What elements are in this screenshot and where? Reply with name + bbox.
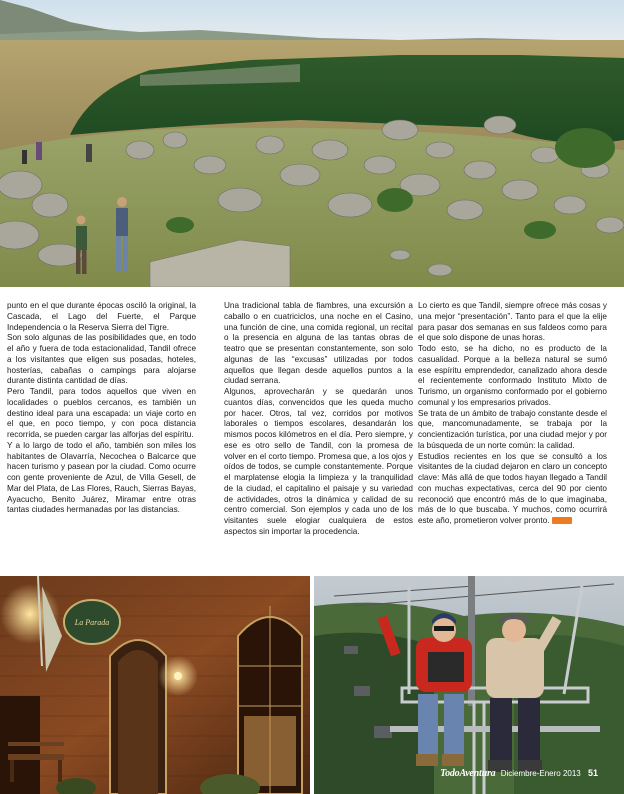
paragraph: Una tradicional tabla de fiambres, una excursión a caballo o en cuatriciclos, una noche en el Casino, una función de cine, una comida regional, un recital o la presencia en alguna de las tantas obras de teatro que se presentan constantemente, son solo algunas de las “excusas” utilizadas por todos aquellos que llegan desde aquellos puntos a la ciudad serrana. bbox=[224, 301, 413, 386]
page-footer bbox=[440, 768, 598, 779]
article-column-2 bbox=[224, 301, 413, 538]
paragraph-text: Estudios recientes en los que se consultó a los visitantes de la ciudad dejaron en claro un concepto clave: Más allá de que todos hayan llegado a Tandil con muchas expectativas, cerca del 90 por ciento reconoció que encontró más de lo que imaginaba, más de lo que buscaba. Y muchos, como ocurrirá este año, prometieron volver pronto. bbox=[418, 451, 607, 525]
end-of-article-mark bbox=[552, 517, 572, 524]
paragraph bbox=[418, 452, 607, 527]
restaurant-sign bbox=[64, 600, 120, 644]
issue-date: Diciembre-Enero 2013 bbox=[500, 769, 581, 778]
photo-chairlift bbox=[314, 576, 624, 794]
chairlift-illustration bbox=[314, 576, 624, 794]
article-column-1 bbox=[7, 301, 196, 516]
photo-restaurant-facade bbox=[0, 576, 310, 794]
restaurant-sign-text: La Parada bbox=[74, 618, 110, 627]
magazine-brand: TodoAventura bbox=[440, 768, 496, 779]
paragraph: Y a lo largo de todo el año, también son miles los habitantes de Olavarría, Necochea o Balcarce que hacen turismo y pasean por la ciudad. Como ocurre con gente proveniente de Azul, de Villa Gesell, de Mar del Plata, de Las Flores, Rauch, Sierras Bayas, Ayacucho, Benito Juárez, Miramar entre otras tantas ciudades hermanadas por las distancias. bbox=[7, 440, 196, 515]
paragraph: Todo esto, se ha dicho, no es producto de la casualidad. Porque a la belleza natural se sumó ese espíritu emprendedor, canalizado ahora desde el recientemente conformado Instituto Mixto de Turismo, un organismo conformado por el gobierno comunal y los empresarios privados. bbox=[418, 344, 607, 407]
paragraph: Se trata de un ámbito de trabajo constante desde el que, mancomunadamente, se trabaja por la concientización turística, por una ciudad mejor y por la búsqueda de un norte común: la calidad. bbox=[418, 408, 607, 450]
paragraph: punto en el que durante épocas osciló la original, la Cascada, el Lago del Fuerte, el Parque Independencia o la Reserva Sierra del Tigre. bbox=[7, 301, 196, 332]
restaurant-illustration bbox=[0, 576, 310, 794]
top-photo-rocky-hills bbox=[0, 0, 624, 287]
paragraph: Algunos, aprovecharán y se quedarán unos cuantos días, convencidos que les queda mucho por hacer. Otros, tal vez, corridos por motivos laborales o tiempos escolares, desandarán los mismos pocos kilómetros en el día. Pero siempre, y ese es otro sello de Tandil, con la promesa de volver en el corto tiempo. Promesa que, a los ojos y oídos de todos, se cumple constantemente. Porque el marplatense elogia la limpieza y la tranquilidad de la ciudad, el capitalino el paisaje y su variedad de actividades, otros la dinámica y calidad de su centro comercial. Son ejemplos y cada uno de los visitantes suele elogiar cualquiera de estos aspectos sin importar la procedencia. bbox=[224, 387, 413, 536]
landscape-illustration bbox=[0, 0, 624, 287]
paragraph: Pero Tandil, para todos aquellos que viven en localidades o pueblos cercanos, es también un destino ideal para una escapada: un viaje corto en el que, en poco tiempo, y con poca distancia recorrida, se pueden cargar las alforjas del espíritu. bbox=[7, 387, 196, 439]
paragraph: Son solo algunas de las posibilidades que, en todo el año y fuera de toda estacionalidad, Tandil ofrece a los visitantes que eligen sus posadas, hoteles, hosterías, cabañas o campings para alojarse durante distinta cantidad de días. bbox=[7, 333, 196, 386]
article-column-3 bbox=[418, 301, 607, 527]
page-number: 51 bbox=[587, 768, 598, 778]
paragraph: Lo cierto es que Tandil, siempre ofrece más cosas y una mejor “presentación”. Tanto para el que la elije para pasar dos semanas en sus faldeos como para el que solo dispone de unas horas. bbox=[418, 301, 607, 343]
